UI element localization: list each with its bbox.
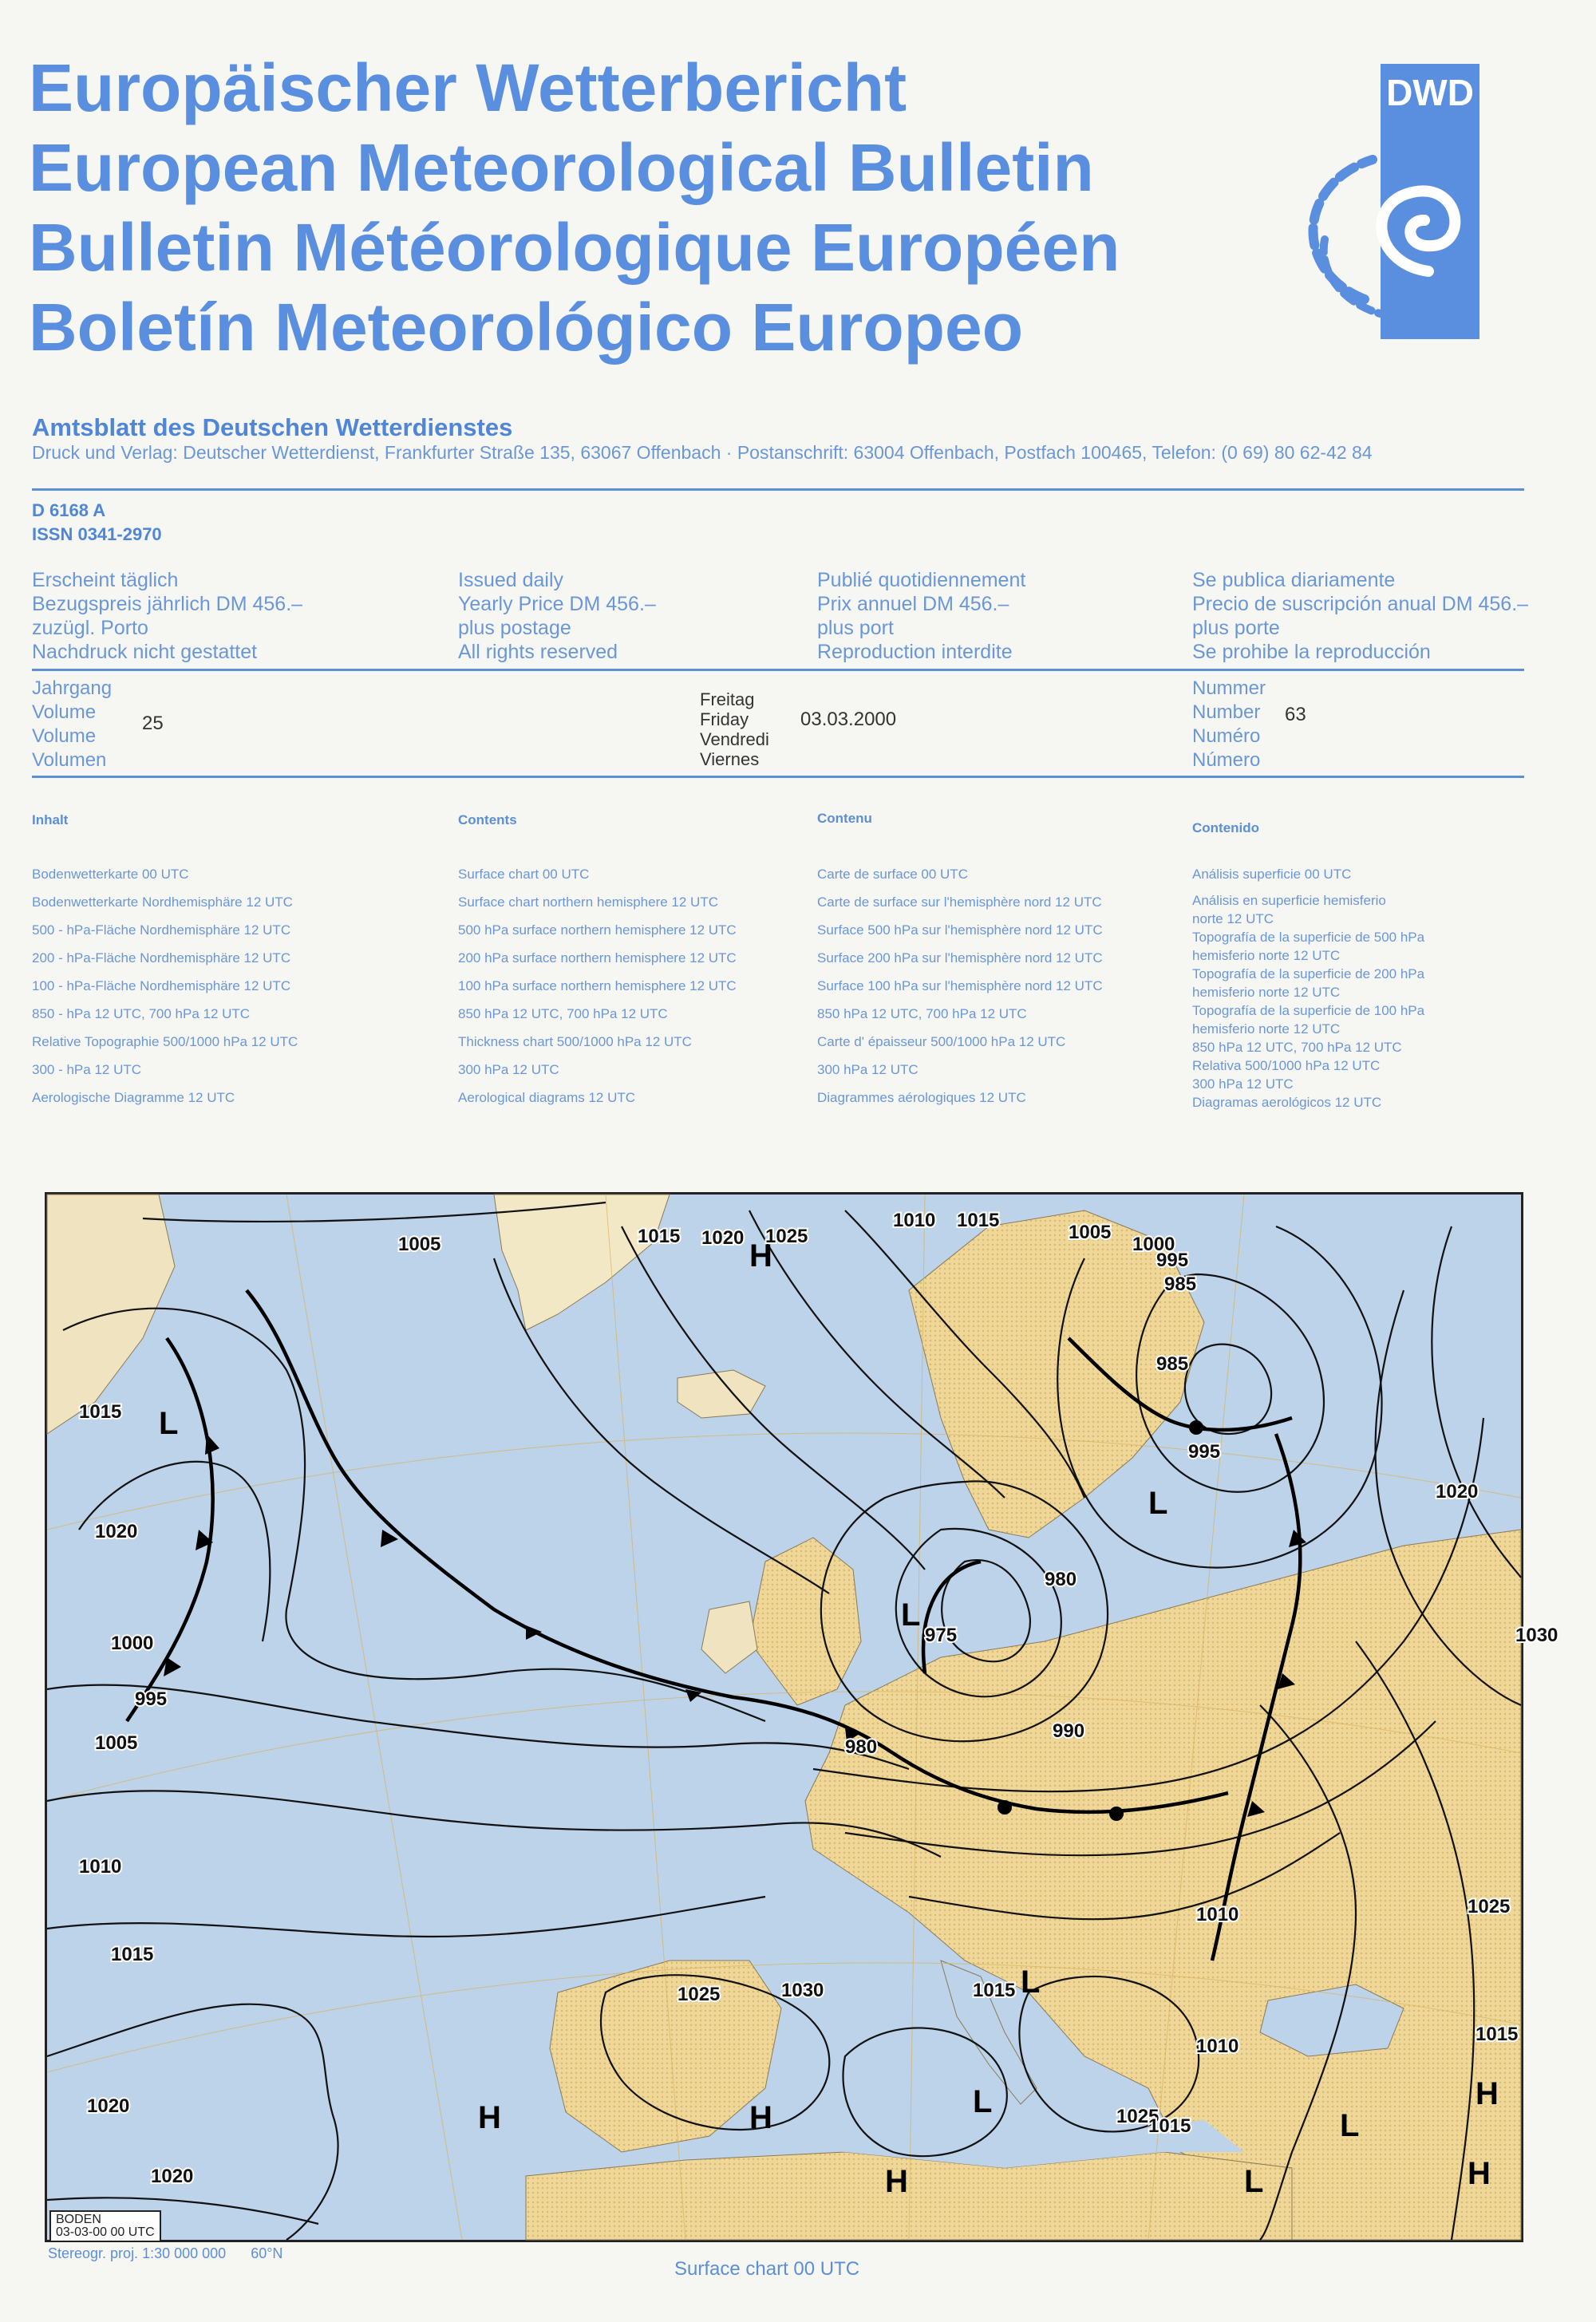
high-pressure-center: H	[749, 1238, 772, 1274]
issn: ISSN 0341-2970	[32, 524, 162, 544]
isobar-label: 1010	[1196, 1904, 1239, 1925]
issue-number: 63	[1285, 704, 1306, 725]
high-pressure-center: H	[885, 2164, 908, 2199]
isobar-label: 1015	[957, 1210, 1000, 1231]
isobar-label: 1000	[1132, 1234, 1175, 1255]
isobar-label: 995	[135, 1688, 168, 1710]
contents-item[interactable]: Carte d' épaisseur 500/1000 hPa 12 UTC	[817, 1034, 1066, 1049]
high-pressure-center: H	[1468, 2156, 1491, 2191]
day-label: Vendredi	[700, 729, 769, 749]
divider	[32, 669, 1524, 671]
contents-list-es	[1192, 865, 1424, 1112]
contents-item[interactable]: 300 hPa 12 UTC	[817, 1062, 918, 1077]
isobar-label: 1020	[1436, 1481, 1479, 1503]
low-pressure-center: L	[1340, 2108, 1360, 2143]
isobar-label: 1030	[1515, 1625, 1558, 1646]
contents-item[interactable]: Topografía de la superficie de 200 hPa	[1192, 966, 1425, 981]
contents-list-en	[458, 860, 737, 1112]
number-label: Number	[1192, 701, 1261, 723]
contents-item[interactable]: Bodenwetterkarte 00 UTC	[32, 867, 189, 882]
chart-caption: Surface chart 00 UTC	[674, 2258, 860, 2280]
isobar-label: 1015	[111, 1944, 154, 1965]
isobar-label: 980	[1045, 1569, 1077, 1590]
stamp-time: 03-03-00 00 UTC	[56, 2225, 155, 2239]
low-pressure-center: L	[1021, 1965, 1041, 2000]
divider	[32, 488, 1524, 491]
isobar-label: 1025	[1468, 1896, 1511, 1917]
info-line: Se prohibe la reproducción	[1192, 641, 1431, 663]
day-label: Friday	[700, 709, 749, 729]
day-labels	[700, 689, 769, 769]
registration-block	[32, 499, 162, 547]
isobar-label: 1015	[973, 1980, 1016, 2001]
info-line: All rights reserved	[458, 641, 618, 663]
volume-labels	[32, 677, 112, 772]
isobar-label: 1020	[151, 2166, 194, 2187]
latitude: 60°N	[251, 2245, 283, 2261]
contents-item[interactable]: Análisis superficie 00 UTC	[1192, 867, 1352, 882]
contents-item[interactable]: hemisferio norte 12 UTC	[1192, 948, 1341, 963]
contents-item[interactable]: Topografía de la superficie de 500 hPa	[1192, 930, 1425, 945]
isobar-label: 1020	[87, 2095, 130, 2117]
contents-item[interactable]: 500 - hPa-Fläche Nordhemisphäre 12 UTC	[32, 922, 291, 938]
contents-item[interactable]: hemisferio norte 12 UTC	[1192, 1021, 1341, 1037]
info-spanish	[1192, 568, 1528, 664]
info-line: Erscheint täglich	[32, 569, 179, 591]
high-pressure-center: H	[749, 2100, 772, 2135]
isobar-label: 995	[1188, 1441, 1221, 1463]
volume-label: Volumen	[32, 749, 107, 771]
high-pressure-center: H	[1476, 2076, 1499, 2111]
info-line: Yearly Price DM 456.–	[458, 593, 656, 615]
contents-title-es: Contenido	[1192, 820, 1260, 835]
contents-item[interactable]: 300 hPa 12 UTC	[458, 1062, 559, 1077]
low-pressure-center: L	[1244, 2164, 1264, 2199]
contents-item[interactable]: 850 hPa 12 UTC, 700 hPa 12 UTC	[817, 1006, 1027, 1021]
logo-text: DWD	[1386, 72, 1474, 113]
isobar-label: 1010	[893, 1210, 936, 1231]
contents-item[interactable]: 100 - hPa-Fläche Nordhemisphäre 12 UTC	[32, 978, 291, 993]
british-isles	[749, 1538, 861, 1705]
contents-item[interactable]: 850 hPa 12 UTC, 700 hPa 12 UTC	[1192, 1040, 1402, 1055]
title-spanish: Boletín Meteorológico Europeo	[29, 290, 1024, 365]
isobar-label: 1005	[1069, 1222, 1112, 1243]
iceland	[678, 1370, 765, 1418]
info-line: Issued daily	[458, 569, 564, 591]
contents-item[interactable]: 500 hPa surface northern hemisphere 12 UTC	[458, 922, 737, 938]
contents-item[interactable]: Diagramas aerológicos 12 UTC	[1192, 1095, 1382, 1110]
number-label: Numéro	[1192, 725, 1261, 747]
isobar-label: 1025	[678, 1984, 721, 2005]
isobar-label: 1010	[1196, 2036, 1239, 2057]
isobar-label: 1020	[701, 1227, 745, 1249]
isobar-label: 1000	[111, 1633, 154, 1654]
low-pressure-center: L	[159, 1406, 179, 1441]
contents-item[interactable]: Carte de surface sur l'hemisphère nord 12 UTC	[817, 894, 1102, 910]
volume-label: Volume	[32, 701, 97, 723]
contents-item[interactable]: Surface 100 hPa sur l'hemisphère nord 12 UTC	[817, 978, 1103, 993]
info-line: zuzügl. Porto	[32, 617, 148, 639]
volume-value: 25	[142, 713, 164, 734]
isobar-label: 1005	[95, 1732, 138, 1754]
contents-title-de: Inhalt	[32, 812, 69, 827]
contents-item[interactable]: Carte de surface 00 UTC	[817, 867, 968, 882]
iberia	[550, 1961, 781, 2152]
isobar-label: 1015	[1148, 2115, 1191, 2137]
number-labels	[1192, 677, 1266, 772]
contents-title-en: Contents	[458, 812, 517, 827]
contents-item[interactable]: Thickness chart 500/1000 hPa 12 UTC	[458, 1034, 692, 1049]
contents-item[interactable]: 200 - hPa-Fläche Nordhemisphäre 12 UTC	[32, 950, 291, 966]
greenland	[494, 1195, 670, 1330]
title-french: Bulletin Météorologique Européen	[29, 210, 1120, 285]
land-masses	[47, 1195, 1521, 2240]
isobar-label: 1005	[398, 1234, 441, 1255]
issue-date: 03.03.2000	[800, 709, 897, 730]
volume-label: Jahrgang	[32, 677, 113, 699]
info-line: plus postage	[458, 617, 571, 639]
isobar-label: 985	[1156, 1353, 1189, 1375]
info-french	[817, 568, 1025, 664]
info-line: Reproduction interdite	[817, 641, 1013, 663]
ireland	[701, 1601, 757, 1673]
contents-item[interactable]: 300 - hPa 12 UTC	[32, 1062, 142, 1077]
contents-item[interactable]: norte 12 UTC	[1192, 911, 1274, 926]
contents-item[interactable]: Surface 500 hPa sur l'hemisphère nord 12 UTC	[817, 922, 1103, 938]
publisher-address: Druck und Verlag: Deutscher Wetterdienst, Frankfurter Straße 135, 63067 Offenbach · Postanschrift: 63004 Offenbach, Postfach 100465, Telefon: (0 69) 80 62-42 84	[32, 442, 1373, 463]
info-line: Bezugspreis jährlich DM 456.–	[32, 593, 303, 615]
contents-item[interactable]: Aerologische Diagramme 12 UTC	[32, 1090, 235, 1105]
info-line: plus port	[817, 617, 894, 639]
contents-item[interactable]: Relative Topographie 500/1000 hPa 12 UTC	[32, 1034, 298, 1049]
isobar-label: 1030	[781, 1980, 824, 2001]
contents-item[interactable]: 850 - hPa 12 UTC, 700 hPa 12 UTC	[32, 1006, 251, 1021]
contents-item[interactable]: Aerological diagrams 12 UTC	[458, 1090, 636, 1105]
amtsblatt-heading: Amtsblatt des Deutschen Wetterdienstes	[32, 413, 513, 441]
volume-label: Volume	[32, 725, 97, 747]
contents-item[interactable]: 850 hPa 12 UTC, 700 hPa 12 UTC	[458, 1006, 668, 1021]
isobar-label: 1015	[638, 1226, 681, 1247]
contents-item[interactable]: hemisferio norte 12 UTC	[1192, 985, 1341, 1000]
chart-stamp	[49, 2210, 161, 2242]
info-line: Publié quotidiennement	[817, 569, 1026, 591]
d-number: D 6168 A	[32, 500, 106, 520]
surface-chart	[45, 1192, 1558, 2242]
isobar-label: 1025	[1116, 2106, 1159, 2127]
isobar-label: 990	[1053, 1720, 1085, 1742]
contents-item[interactable]: Análisis en superficie hemisferio	[1192, 893, 1386, 908]
isobar-label: 985	[1164, 1274, 1197, 1295]
info-german	[32, 568, 302, 664]
contents-item[interactable]: Topografía de la superficie de 100 hPa	[1192, 1003, 1425, 1018]
info-line: Se publica diariamente	[1192, 569, 1396, 591]
isobar-label: 1020	[95, 1521, 138, 1542]
projection: Stereogr. proj. 1:30 000 000	[48, 2245, 227, 2261]
stamp-label: BODEN	[56, 2213, 101, 2226]
info-line: Precio de suscripción anual DM 456.–	[1192, 593, 1529, 615]
contents-list-de	[32, 860, 298, 1112]
isobar-label: 975	[925, 1625, 958, 1646]
contents-item[interactable]: 300 hPa 12 UTC	[1192, 1076, 1294, 1092]
isobar-label: 1015	[1476, 2024, 1519, 2045]
contents-item[interactable]: 100 hPa surface northern hemisphere 12 UTC	[458, 978, 737, 993]
contents-item[interactable]: Bodenwetterkarte Nordhemisphäre 12 UTC	[32, 894, 293, 910]
surface-chart-svg	[47, 1195, 1558, 2240]
title-german: Europäischer Wetterbericht	[29, 50, 907, 125]
contents-item[interactable]: Surface chart 00 UTC	[458, 867, 590, 882]
contents-list-fr	[817, 860, 1103, 1112]
low-pressure-center: L	[1148, 1486, 1168, 1521]
info-line: plus porte	[1192, 617, 1280, 639]
contents-item[interactable]: Relativa 500/1000 hPa 12 UTC	[1192, 1058, 1381, 1073]
number-label: Nummer	[1192, 677, 1266, 699]
title-block	[29, 48, 1120, 367]
divider	[32, 776, 1524, 778]
info-line: Prix annuel DM 456.–	[817, 593, 1009, 615]
projection-note	[48, 2245, 282, 2262]
day-label: Viernes	[700, 749, 760, 769]
info-english	[458, 568, 656, 664]
high-pressure-center: H	[478, 2100, 501, 2135]
isobar-label: 1010	[79, 1856, 122, 1878]
low-pressure-center: L	[901, 1597, 921, 1633]
dwd-logo	[1277, 64, 1484, 343]
day-label: Freitag	[700, 689, 755, 709]
contents-item[interactable]: Surface 200 hPa sur l'hemisphère nord 12 UTC	[817, 950, 1103, 966]
contents-item[interactable]: Diagrammes aérologiques 12 UTC	[817, 1090, 1026, 1105]
title-english: European Meteorological Bulletin	[29, 130, 1094, 205]
isobar-label: 980	[845, 1736, 878, 1758]
isobar-label: 1025	[765, 1226, 808, 1247]
isobar-label: 1015	[79, 1401, 122, 1423]
contents-title-fr: Contenu	[817, 811, 872, 826]
contents-item[interactable]: 200 hPa surface northern hemisphere 12 UTC	[458, 950, 737, 966]
low-pressure-center: L	[973, 2084, 993, 2119]
info-line: Nachdruck nicht gestattet	[32, 641, 258, 663]
number-label: Número	[1192, 749, 1261, 771]
contents-item[interactable]: Surface chart northern hemisphere 12 UTC	[458, 894, 718, 910]
dwd-logo-icon	[1277, 64, 1484, 343]
isobar-label: 995	[1156, 1250, 1189, 1271]
